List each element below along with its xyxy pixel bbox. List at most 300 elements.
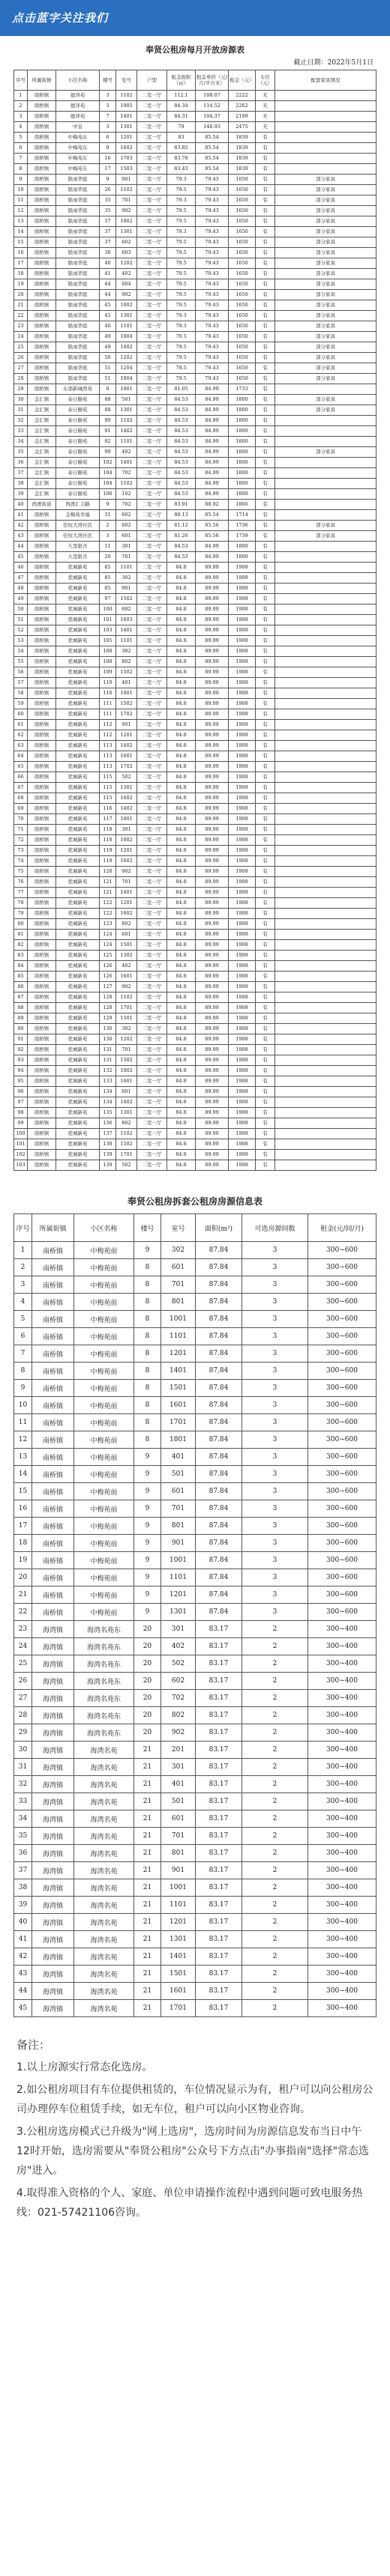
table-cell: 有 [256,196,275,206]
table-cell: 84.8 [167,814,196,825]
table-cell: 35 [100,206,116,216]
table-cell: 12 [14,206,28,216]
column-header: 面积(m²) [196,1214,242,1242]
table-cell: 西渡汇丰路 [56,500,100,510]
table-cell: 二室一厅 [137,395,167,405]
table-cell: 南桥镇 [28,646,56,657]
table-cell: 8 [134,1294,161,1311]
table-cell: 1908 [229,1034,256,1045]
table-cell: 84 [14,961,28,972]
table-cell: 1908 [229,1118,256,1129]
table-row [14,1150,376,1160]
table-cell: 53 [14,636,28,646]
table-cell: 南桥镇 [28,709,56,720]
table-cell: 105 [100,636,116,646]
table-cell: 84.8 [167,992,196,1003]
table-cell: 有 [256,1118,275,1129]
table-cell: 1301 [116,783,137,793]
table-cell [275,1076,376,1087]
table-cell: 602 [116,237,137,248]
table-cell: 46 [100,321,116,332]
table-cell: 2 [242,1673,308,1690]
table-cell: 二室一厅 [137,542,167,552]
table-cell [275,479,376,489]
table-cell: 103 [100,625,116,636]
table-cell: 89.99 [196,678,229,688]
table-cell: 有 [256,500,275,510]
table-cell: 132 [100,1066,116,1076]
table-cell: 海湾名苑东 [74,1707,134,1724]
table-cell: 37 [14,1862,32,1879]
table-cell: 3 [242,1535,308,1552]
table-cell: 9 [134,1500,161,1518]
table-cell: 118 [100,825,116,835]
table-cell: 31 [100,510,116,521]
table-cell: 701 [116,877,137,888]
table-cell: 81.05 [167,384,196,395]
table-cell: 九里银杏 [56,542,100,552]
table-cell [275,426,376,437]
table-cell: 84.53 [167,552,196,563]
table-cell: 300~400 [308,1983,376,2000]
table-cell: 1603 [116,615,137,625]
table-cell: 89.99 [196,646,229,657]
table-cell: 49 [100,332,116,342]
table-cell: 1800 [229,489,256,500]
table-cell: 1908 [229,992,256,1003]
table-cell: 300~400 [308,1759,376,1776]
table-cell: 89.99 [196,919,229,930]
table-cell: 5 [14,1311,32,1328]
table-row [14,1397,376,1414]
table-cell: 优城新苑 [56,667,100,678]
table-cell: 84.8 [167,1024,196,1034]
table-cell: 中梅苑前 [74,1535,134,1552]
table-cell: 有 [256,877,275,888]
table-cell: 1402 [116,342,137,353]
table-cell: 南桥镇 [32,1500,74,1518]
table-cell: 部分家具 [275,447,376,458]
table-cell [275,720,376,730]
table-row [14,1003,376,1013]
table-cell: 南桥镇 [28,1055,56,1066]
table-cell: 10 [14,1397,32,1414]
table-cell: 114.52 [196,101,229,112]
table-cell: 1908 [229,625,256,636]
table-cell: 89.99 [196,1129,229,1139]
table-cell: 二室一厅 [137,279,167,290]
table-cell: 2 [242,1724,308,1742]
table-row [14,437,376,447]
table-cell: 87.84 [196,1328,242,1345]
table-cell: 108 [100,657,116,667]
table-cell: 79.43 [196,196,229,206]
table-cell: 79.43 [196,216,229,227]
table-cell: 南桥镇 [28,1097,56,1108]
table-cell: 201 [161,1742,196,1759]
table-cell: 海湾镇 [32,1724,74,1742]
table-cell: 1650 [229,185,256,196]
column-header: 户型 [137,70,167,91]
table-cell: 1102 [116,91,137,101]
table-cell: 部分家具 [275,237,376,248]
table-cell: 84.8 [167,741,196,751]
table-row [14,374,376,384]
table-cell: 有 [256,898,275,909]
table-row [14,1931,376,1948]
table-cell [275,1024,376,1034]
follow-us-label[interactable]: 点击蓝字关注我们 [12,11,109,25]
table-cell: 海湾镇 [32,1897,74,1914]
table-cell: 部分家具 [275,290,376,300]
table-row [14,489,376,500]
table-cell: 1908 [229,930,256,940]
table-cell: 89.99 [196,573,229,584]
table-cell: 23 [14,1621,32,1638]
table-cell: 84.8 [167,940,196,951]
table-cell: 37 [100,227,116,237]
table-cell: 84.8 [167,888,196,898]
table-cell: 南桥镇 [32,1380,74,1397]
table-cell: 402 [116,961,137,972]
table-cell: 84.99 [196,437,229,447]
table-cell: 89.99 [196,720,229,730]
table-cell: 28 [14,374,28,384]
table-row [14,615,376,625]
table-cell: 二室一厅 [137,300,167,311]
table-cell: 85 [100,584,116,594]
table-cell: 1201 [116,133,137,143]
table-cell: 89.99 [196,909,229,919]
table-cell: 有 [256,206,275,216]
table-cell: 79.43 [196,175,229,185]
table-cell: 20 [134,1690,161,1707]
table-cell [275,846,376,856]
table-cell: 83.17 [196,1707,242,1724]
table-cell [275,1129,376,1139]
table-cell: 84.53 [167,405,196,416]
table-cell: 89.99 [196,961,229,972]
table-row [14,395,376,405]
table-cell: 南桥镇 [28,521,56,531]
table-cell: 124 [100,930,116,940]
table-cell: 二室一厅 [137,594,167,604]
table-cell: 84.53 [167,542,196,552]
table-cell: 106 [100,489,116,500]
table-row [14,521,376,531]
table-cell: 海湾名苑 [74,2000,134,2017]
table-cell: 优城新苑 [56,772,100,783]
table-cell: 南桥镇 [28,919,56,930]
table-cell: 海湾镇 [32,1759,74,1776]
table-cell: 84.8 [167,867,196,877]
table-cell: 1101 [116,636,137,646]
table-cell: 1002 [116,835,137,846]
table-cell: 16 [100,154,116,164]
table-cell: 91 [14,1034,28,1045]
table-cell: 87.84 [196,1500,242,1518]
table-cell: 优城新苑 [56,584,100,594]
table-cell: 300~400 [308,1966,376,1983]
table-row [14,919,376,930]
table-cell: 9 [14,1380,32,1397]
table-cell: 79 [167,122,196,133]
table-cell: 1800 [229,405,256,416]
table-cell: 121 [100,888,116,898]
table-cell: 84.8 [167,909,196,919]
table-cell: 有 [256,248,275,258]
table-cell: 有 [256,804,275,814]
table-row [14,584,376,594]
table-cell: 901 [116,175,137,185]
table-cell: 二室一厅 [137,699,167,709]
table-cell: 1302 [116,951,137,961]
table-cell: 15 [14,1483,32,1500]
table-cell: 海湾镇 [32,1862,74,1879]
table-cell: 84.8 [167,657,196,667]
table-row [14,426,376,437]
table-cell: 南桥镇 [32,1449,74,1466]
table-cell [275,1160,376,1171]
table-cell: 85 [14,972,28,982]
table-cell: 126 [100,972,116,982]
table-cell: 35 [14,447,28,458]
table-row [14,1673,376,1690]
table-cell: 优城新苑 [56,1024,100,1034]
table-cell: 84.8 [167,856,196,867]
table-cell: 二室一厅 [137,888,167,898]
table-cell: 有 [256,667,275,678]
table-cell: 无 [256,112,275,122]
table-cell: 84.53 [167,395,196,405]
table-cell: 58 [14,688,28,699]
table-cell: 1736 [229,521,256,531]
table-cell: 银雨华庭 [56,321,100,332]
table-cell: 有 [256,1097,275,1108]
table-cell: 89.99 [196,1045,229,1055]
table-cell: 901 [161,1535,196,1552]
table-cell: 79 [14,909,28,919]
table-cell: 1501 [116,1013,137,1024]
table-cell: 2475 [229,122,256,133]
table-cell [275,604,376,615]
table-cell: 90 [14,1024,28,1034]
table-cell: 有 [256,363,275,374]
table-cell: 南桥镇 [28,185,56,196]
table-cell: 优城新苑 [56,741,100,751]
table-cell: 金汇镇 [28,437,56,447]
table-cell: 1714 [229,510,256,521]
table-cell: 75 [14,867,28,877]
table-cell: 南桥镇 [28,321,56,332]
table-cell: 89.99 [196,772,229,783]
note-item: 4.取得准入资格的个人、家庭、单位申请操作流程中遇到问题可致电服务热线：021-57421106咨询。 [16,2187,363,2219]
table-cell: 1908 [229,856,256,867]
table-cell: 海湾镇 [32,1810,74,1828]
table-cell: 南桥镇 [32,1397,74,1414]
table-cell: 金汇镇 [28,468,56,479]
table-cell: 部分家具 [275,342,376,353]
column-header: 楼号 [100,70,116,91]
table-row [14,1914,376,1931]
table-cell: 84.8 [167,625,196,636]
table-cell: 有 [256,279,275,290]
table-cell: 二室一厅 [137,269,167,279]
table-cell: 有 [256,992,275,1003]
table-cell: 84.8 [167,1129,196,1139]
table-cell: 300~600 [308,1259,376,1276]
table-cell: 有 [256,793,275,804]
table-cell: 49 [14,594,28,604]
table-cell: 优城新苑 [56,636,100,646]
table-row [14,1449,376,1466]
table-row [14,1810,376,1828]
table-cell: 2222 [229,91,256,101]
table-cell: 300~400 [308,1621,376,1638]
table-cell [275,972,376,982]
table-cell: 1908 [229,1013,256,1024]
table-cell: 1601 [116,972,137,982]
table-cell: 4 [14,122,28,133]
table-cell [275,615,376,625]
table-cell: 84.8 [167,1160,196,1171]
table-cell: 116 [100,804,116,814]
table-cell: 中梅苑东 [56,143,100,154]
table-cell: 优城新苑 [56,1003,100,1013]
table-row [14,1724,376,1742]
table-row [14,122,376,133]
table-cell [275,154,376,164]
table-cell: 79.5 [167,206,196,216]
table-cell: 二室一厅 [137,1129,167,1139]
table-cell: 48 [14,584,28,594]
table-cell: 901 [116,584,137,594]
table-cell: 21 [134,1948,161,1966]
table-cell: 二室一厅 [137,489,167,500]
table-row [14,91,376,101]
table-cell: 42 [14,1948,32,1966]
table-cell: 1201 [161,1914,196,1931]
table-cell: 1650 [229,216,256,227]
table-cell: 中梅苑前 [74,1569,134,1586]
table-cell: 34 [14,1810,32,1828]
top-banner [0,0,390,36]
table-cell: 优城新苑 [56,814,100,825]
table-cell: 优城新苑 [56,1108,100,1118]
table-row [14,237,376,248]
table-cell: 2 [242,1828,308,1845]
table-cell: 1202 [116,1034,137,1045]
table-cell: 海湾名苑 [74,1983,134,2000]
table-cell: 51 [100,363,116,374]
table-cell: 79.5 [167,363,196,374]
table-cell: 1401 [116,888,137,898]
table-cell: 1800 [229,416,256,426]
table-cell: 20 [134,1724,161,1742]
table-cell: 84.8 [167,1076,196,1087]
table-cell: 8 [134,1259,161,1276]
table-cell: 1201 [116,730,137,741]
table-cell: 300~400 [308,1776,376,1793]
table-row [14,405,376,416]
table-row [14,1311,376,1328]
table-row [14,1897,376,1914]
table-cell: 部分家具 [275,353,376,363]
table-row [14,972,376,982]
table-cell: 67 [14,783,28,793]
table-cell: 银雨华庭 [56,342,100,353]
table-row [14,1034,376,1045]
table-cell: 中梅苑前 [74,1242,134,1259]
table-cell: 43 [14,1966,32,1983]
table-cell: 南桥镇 [28,269,56,279]
table-cell: 84.8 [167,720,196,730]
table-cell: 113 [100,751,116,762]
table-cell: 300~400 [308,1638,376,1655]
table-cell: 有 [256,1108,275,1118]
table-cell: 76 [14,877,28,888]
table-cell: 300~400 [308,1879,376,1897]
table-row [14,1862,376,1879]
table-row [14,772,376,783]
table-cell [275,573,376,584]
table-cell: 3 [242,1259,308,1276]
table-cell: 89.99 [196,982,229,992]
table-cell: 海湾镇 [32,1707,74,1724]
table-row [14,196,376,206]
table-cell: 84.53 [167,458,196,468]
column-header: 租金(元/间/月) [308,1214,376,1242]
table-cell: 701 [161,1828,196,1845]
table-cell: 南桥镇 [32,1518,74,1535]
table-cell: 优城新苑 [56,646,100,657]
table-cell: 有 [256,835,275,846]
table-cell: 2262 [229,101,256,112]
table-cell: 二室一厅 [137,332,167,342]
table-cell: 300~400 [308,1828,376,1845]
table-cell: 有 [256,856,275,867]
table2-body [14,1242,376,2017]
table-row [14,552,376,563]
table-cell: 中梅苑前 [74,1294,134,1311]
table-cell: 1908 [229,1076,256,1087]
table-cell: 44 [100,290,116,300]
table-cell: 79.43 [196,353,229,363]
table-cell: 优城新苑 [56,688,100,699]
table-cell: 有 [256,332,275,342]
table-cell: 87 [14,992,28,1003]
table-cell: 南桥镇 [28,311,56,321]
table-cell: 8 [134,1431,161,1449]
table-cell: 1733 [229,384,256,395]
table-cell: 7 [100,112,116,122]
table-cell: 802 [161,1707,196,1724]
table-cell: 137 [100,1129,116,1139]
table-cell: 18 [14,269,28,279]
table-cell: 17 [14,1518,32,1535]
table-cell: 84.8 [167,604,196,615]
table-cell: 79.43 [196,258,229,269]
table-cell: 84.8 [167,1013,196,1024]
table-cell: 1908 [229,804,256,814]
table-row [14,825,376,835]
table-cell: 25 [14,1655,32,1673]
table-cell: 有 [256,290,275,300]
table-cell: 96 [14,1087,28,1097]
table-cell: 二室一厅 [137,625,167,636]
table-cell: 84.99 [196,395,229,405]
table-cell: 79.5 [167,353,196,363]
